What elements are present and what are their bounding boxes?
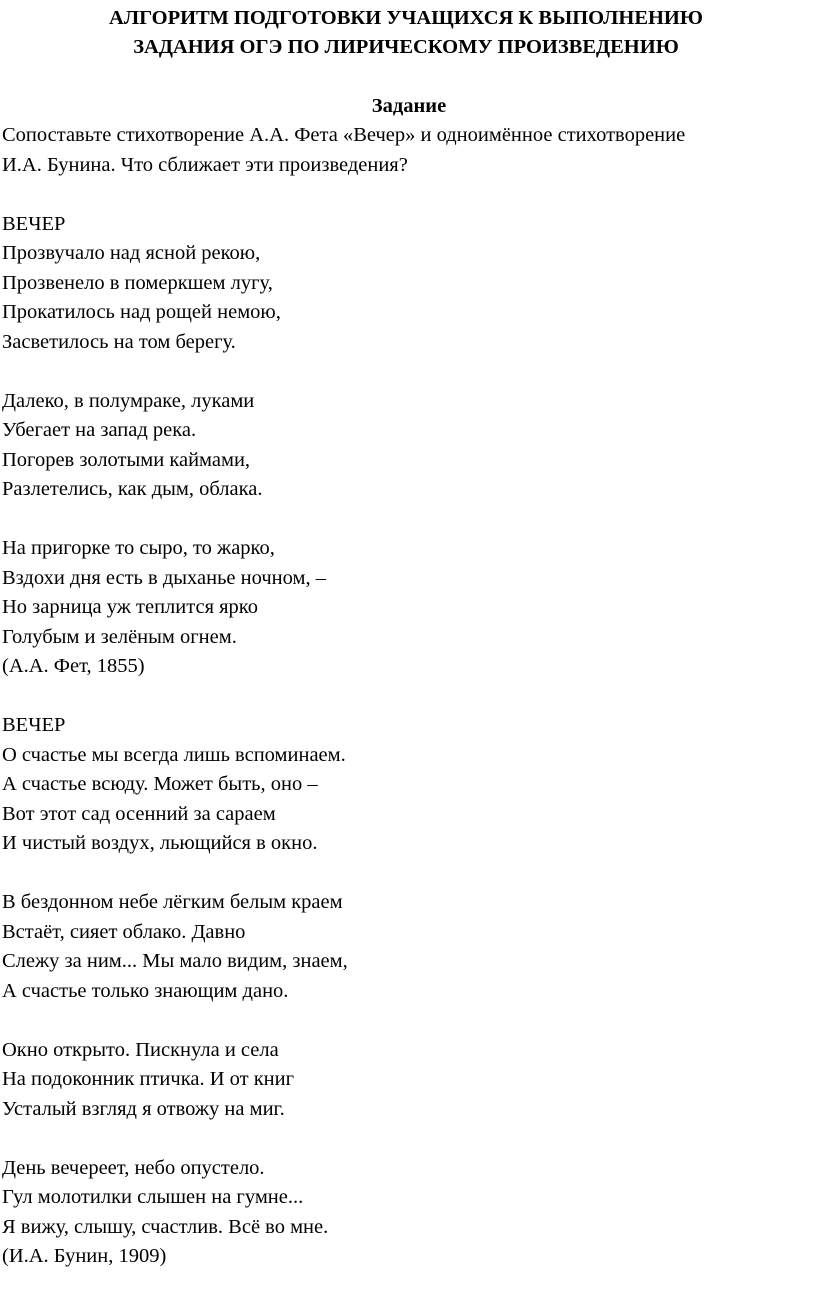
poem-line: Прокатилось над рощей немою, — [2, 301, 281, 323]
poem-fet — [2, 210, 816, 682]
stanza — [2, 387, 816, 505]
poem-line: И чистый воздух, льющийся в окно. — [2, 832, 318, 854]
poem-line: А счастье всюду. Может быть, оно – — [2, 773, 318, 795]
poem-line: На пригорке то сыро, то жарко, — [2, 537, 275, 559]
poem-bunin — [2, 711, 816, 1272]
poem-title: ВЕЧЕР — [2, 212, 66, 235]
poem-line: Усталый взгляд я отвожу на миг. — [2, 1097, 285, 1120]
poem-line: Встаёт, сияет облако. Давно — [2, 920, 246, 943]
task-line: Сопоставьте стихотворение А.А. Фета «Вечер» и одноимённое стихотворение — [2, 124, 686, 146]
poem-attribution: (А.А. Фет, 1855) — [2, 655, 145, 677]
task-heading: Задание — [371, 95, 447, 117]
poem-line: Засветилось на том берегу. — [2, 330, 236, 353]
poem-line: О счастье мы всегда лишь вспоминаем. — [2, 743, 346, 766]
title-line: ЗАДАНИЯ ОГЭ ПО ЛИРИЧЕСКОМУ ПРОИЗВЕДЕНИЮ — [133, 36, 679, 58]
poem-line: День вечереет, небо опустело. — [2, 1156, 265, 1179]
poem-line: На подоконник птичка. И от книг — [2, 1068, 295, 1090]
poem-line: Прозвенело в померкшем лугу, — [2, 271, 273, 294]
poem-line: В бездонном небе лёгким белым краем — [2, 891, 343, 913]
poem-line: Разлетелись, как дым, облака. — [2, 478, 263, 500]
poem-line: Прозвучало над ясной рекою, — [2, 242, 261, 264]
poem-line: Погорев золотыми каймами, — [2, 448, 251, 471]
stanza — [2, 1154, 816, 1272]
stanza — [2, 741, 816, 859]
poem-line: Но зарница уж теплится ярко — [2, 596, 258, 618]
poem-line: А счастье только знающим дано. — [2, 979, 289, 1002]
task-text — [2, 121, 816, 180]
poem-attribution: (И.А. Бунин, 1909) — [2, 1245, 167, 1267]
document-title — [2, 4, 816, 62]
task-line: И.А. Бунина. Что сближает эти произведения? — [2, 153, 408, 176]
poem-title: ВЕЧЕР — [2, 714, 66, 736]
stanza — [2, 239, 816, 357]
poem-line: Вот этот сад осенний за сараем — [2, 802, 276, 825]
stanza — [2, 888, 816, 1006]
title-line: АЛГОРИТМ ПОДГОТОВКИ УЧАЩИХСЯ К ВЫПОЛНЕНИЮ — [109, 7, 703, 29]
stanza — [2, 534, 816, 682]
poem-line: Я вижу, слышу, счастлив. Всё во мне. — [2, 1215, 329, 1238]
poem-line: Далеко, в полумраке, луками — [2, 389, 255, 412]
stanza — [2, 1036, 816, 1125]
poem-line: Слежу за ним... Мы мало видим, знаем, — [2, 950, 348, 972]
poem-line: Окно открыто. Пискнула и села — [2, 1038, 279, 1061]
poem-line: Голубым и зелёным огнем. — [2, 625, 237, 648]
poem-line: Гул молотилки слышен на гумне... — [2, 1186, 304, 1208]
poem-line: Убегает на запад река. — [2, 419, 197, 441]
poem-line: Вздохи дня есть в дыханье ночном, – — [2, 566, 326, 589]
